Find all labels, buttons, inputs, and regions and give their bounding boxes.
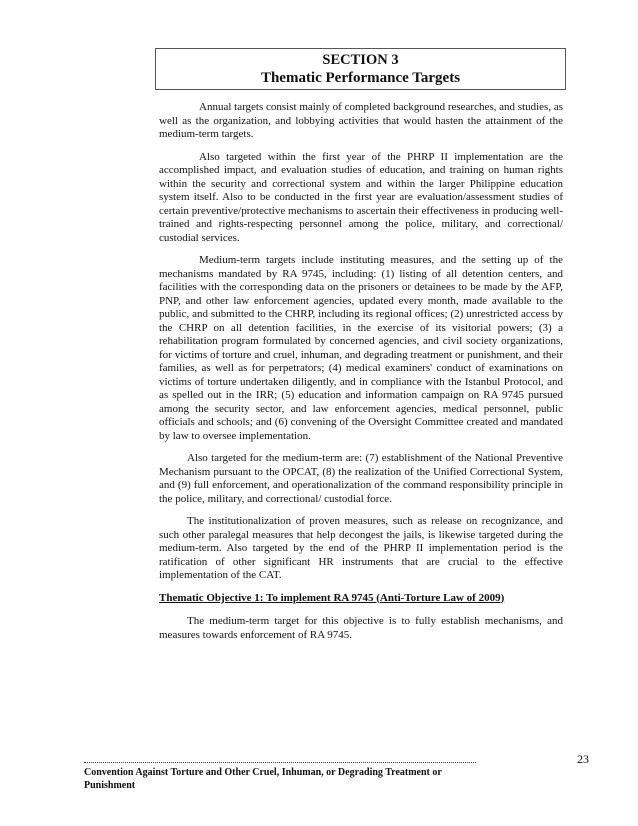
footer-divider xyxy=(84,762,476,763)
footer-document-title: Convention Against Torture and Other Cruel, Inhuman, or Degrading Treatment or Punishment xyxy=(84,767,442,791)
objective-heading: Thematic Objective 1: To implement RA 9745 (Anti-Torture Law of 2009) xyxy=(159,591,505,604)
body-text xyxy=(159,101,563,651)
paragraph-first-year-targets: Also targeted within the first year of the PHRP II implementation are the accomplished impact, and evaluation studies of education, and training on human rights within the security and correctional system and within the larger Philippine education system itself. Also to be conducted in the first year are evaluation/assessment studies of certain preventive/protective mechanisms to ascertain their effectiveness in producing well-trained and rights-respecting personnel among the police, military, and correctional/ custodial services. xyxy=(159,150,563,244)
section-header-box xyxy=(155,48,566,90)
page-number: 23 xyxy=(577,752,589,766)
section-number: SECTION 3 xyxy=(322,52,399,68)
paragraph-objective-target: The medium-term target for this objective is to fully establish mechanisms, and measures towards enforcement of RA 9745. xyxy=(159,615,563,641)
paragraph-institutionalization: The institutionalization of proven measures, such as release on recognizance, and such other paralegal measures that help decongest the jails, is likewise targeted during the medium-term. Also targeted by the end of the PHRP II implementation period is the ratification of other significant HR instruments that are crucial to the effective implementation of the CAT. xyxy=(159,515,563,581)
paragraph-also-medium-term: Also targeted for the medium-term are: (7) establishment of the National Preventive Mechanism pursuant to the OPCAT, (8) the realization of the Unified Correctional System, and (9) full enforcement, and operationalization of the command responsibility principle in the police, military, and correctional/ custodial force. xyxy=(159,452,563,505)
paragraph-medium-term-targets: Medium-term targets include instituting measures, and the setting up of the mechanisms mandated by RA 9745, including: (1) listing of all detention centers, and facilities with the corresponding data on the prisoners or detainees to be made by the AFP, PNP, and other law enforcement agencies, updated every month, made available to the public, and submitted to the CHRP, including its regional offices; (2) unrestricted access by the CHRP on all detention facilities, in the exercise of its visitorial powers; (3) a rehabilitation program formulated by concerned agencies, and civil society organizations, for victims of torture and cruel, inhuman, and degrading treatment or punishment, and their families, as well as for perpetrators; (4) medical examiners' conduct of examinations on victims of torture undertaken diligently, and in compliance with the Istanbul Protocol, and as spelled out in the IRR; (5) education and information campaign on RA 9745 pursued among the security sector, and law enforcement agencies, medical personnel, public officials and schools; and (6) convening of the Oversight Committee created and mandated by law to oversee implementation. xyxy=(159,254,563,442)
section-title: Thematic Performance Targets xyxy=(260,70,461,86)
paragraph-annual-targets: Annual targets consist mainly of completed background researches, and studies, as well as the organization, and lobbying activities that would hasten the attainment of the medium-term targets. xyxy=(159,101,563,140)
